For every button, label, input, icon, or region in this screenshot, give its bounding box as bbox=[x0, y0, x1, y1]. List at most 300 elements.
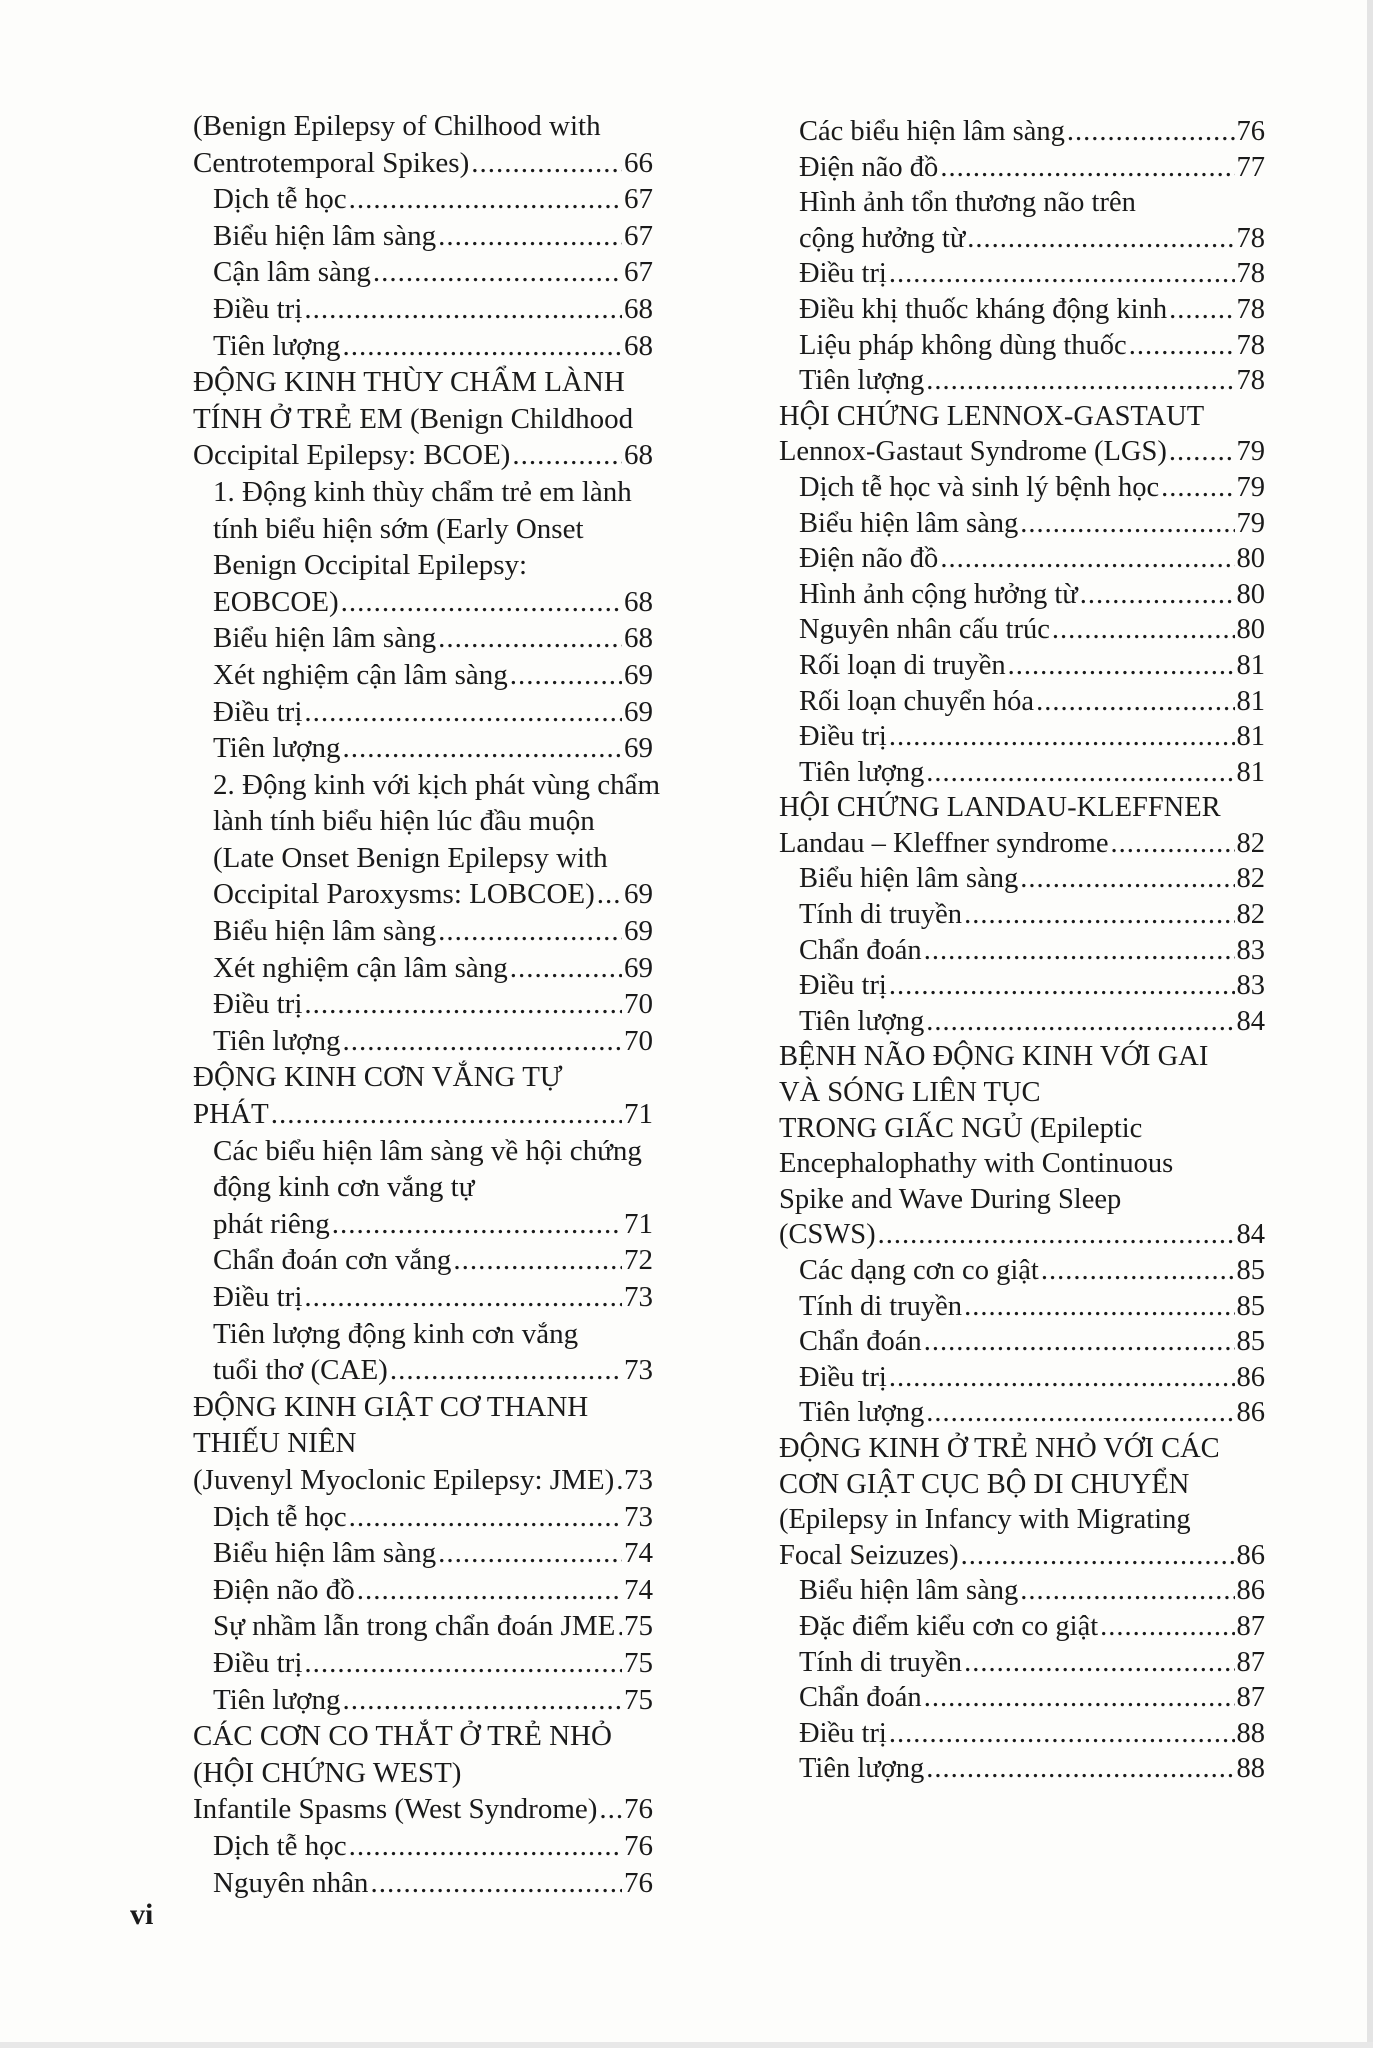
toc-entry-last-line bbox=[799, 1253, 1265, 1289]
dot-leader bbox=[1100, 1609, 1234, 1645]
toc-subentry bbox=[193, 657, 653, 694]
dot-leader bbox=[341, 584, 622, 621]
toc-entry-last-line bbox=[799, 1680, 1265, 1716]
toc-page-number: 82 bbox=[1236, 863, 1265, 895]
toc-page-number: 75 bbox=[624, 1610, 653, 1643]
toc-entry-last-line bbox=[779, 826, 1265, 862]
toc-entry-last-line bbox=[799, 1751, 1265, 1787]
toc-entry-last-line bbox=[213, 1828, 653, 1865]
toc-page-number: 70 bbox=[624, 1024, 653, 1057]
toc-entry-text: THIẾU NIÊN bbox=[193, 1427, 357, 1460]
toc-entry-last-line bbox=[799, 1324, 1265, 1360]
dot-leader bbox=[390, 1352, 622, 1389]
toc-entry-text: Chẩn đoán bbox=[799, 1326, 922, 1358]
dot-leader bbox=[1080, 577, 1235, 613]
toc-page-number: 79 bbox=[1236, 471, 1265, 503]
toc-entry-text: Tiên lượng bbox=[213, 732, 341, 765]
toc-subentry bbox=[779, 256, 1265, 292]
dot-leader bbox=[1169, 434, 1235, 470]
toc-entry-text: Liệu pháp không dùng thuốc bbox=[799, 329, 1127, 361]
toc-entry-last-line bbox=[213, 1206, 653, 1243]
toc-entry-text: động kinh cơn vắng tự bbox=[213, 1171, 475, 1204]
toc-entry-text: Điều trị bbox=[799, 721, 887, 753]
toc-page-number: 79 bbox=[1236, 436, 1265, 468]
dot-leader bbox=[510, 950, 622, 987]
dot-leader bbox=[1020, 861, 1234, 897]
toc-page-number: 74 bbox=[624, 1573, 653, 1606]
toc-entry-text: Cận lâm sàng bbox=[213, 256, 371, 289]
toc-entry-last-line bbox=[799, 612, 1265, 648]
toc-page-number: 76 bbox=[1236, 116, 1265, 147]
dot-leader bbox=[438, 913, 622, 950]
toc-entry-text: Hình ảnh cộng hưởng từ bbox=[799, 578, 1078, 610]
toc-subentry bbox=[193, 694, 653, 731]
toc-entry-last-line bbox=[213, 1352, 653, 1389]
toc-page-number: 75 bbox=[624, 1683, 653, 1716]
dot-leader bbox=[304, 694, 622, 731]
toc-entry-text: Tiên lượng bbox=[799, 1397, 925, 1429]
toc-subentry bbox=[193, 767, 661, 913]
toc-page-number: 85 bbox=[1236, 1255, 1265, 1286]
toc-heading-entry bbox=[193, 1389, 653, 1499]
toc-entry-text: Tiên lượng bbox=[213, 1024, 341, 1057]
toc-subentry bbox=[193, 1828, 653, 1865]
toc-entry-text: CÁC CƠN CO THẮT Ở TRẺ NHỎ bbox=[193, 1720, 612, 1753]
toc-page-number: 84 bbox=[1236, 1005, 1265, 1037]
toc-entry-text: TÍNH Ở TRẺ EM (Benign Childhood bbox=[193, 402, 634, 435]
toc-entry-text: ĐỘNG KINH CƠN VẮNG TỰ bbox=[193, 1061, 563, 1094]
toc-entry-last-line bbox=[799, 1395, 1265, 1431]
dot-leader bbox=[512, 437, 622, 474]
toc-entry-text: Dịch tễ học bbox=[213, 183, 347, 216]
toc-page-number: 69 bbox=[624, 732, 653, 765]
dot-leader bbox=[940, 541, 1234, 577]
toc-entry-text: Encephalophathy with Continuous bbox=[779, 1148, 1174, 1180]
toc-entry-text: Xét nghiệm cận lâm sàng bbox=[213, 951, 508, 984]
toc-page-number: 69 bbox=[624, 951, 653, 984]
dot-leader bbox=[1052, 612, 1235, 648]
toc-page-number: 73 bbox=[624, 1500, 653, 1533]
toc-subentry bbox=[779, 897, 1265, 933]
toc-entry-last-line bbox=[799, 933, 1265, 969]
dot-leader bbox=[926, 1751, 1234, 1787]
toc-heading-entry bbox=[193, 1059, 653, 1132]
toc-entry-text: (Epilepsy in Infancy with Migrating bbox=[779, 1504, 1191, 1536]
toc-entry-text: 1. Động kinh thùy chẩm trẻ em lành bbox=[213, 475, 632, 508]
toc-entry-text: Occipital Paroxysms: LOBCOE) bbox=[213, 878, 595, 911]
dot-leader bbox=[926, 755, 1234, 791]
toc-entry-last-line bbox=[779, 434, 1265, 470]
toc-page-number: 76 bbox=[624, 1866, 653, 1899]
toc-subentry bbox=[779, 506, 1265, 542]
toc-entry-text: Biểu hiện lâm sàng bbox=[213, 915, 437, 948]
toc-page-number: 81 bbox=[1236, 756, 1265, 788]
toc-entry-text: Hình ảnh tổn thương não trên bbox=[799, 187, 1136, 219]
toc-entry-last-line bbox=[213, 657, 653, 694]
toc-entry-last-line bbox=[213, 950, 653, 987]
toc-entry-last-line bbox=[799, 1609, 1265, 1645]
toc-entry-text: Tính di truyền bbox=[799, 1290, 963, 1322]
dot-leader bbox=[342, 1023, 622, 1060]
toc-entry-text: Chẩn đoán bbox=[799, 934, 922, 966]
toc-subentry bbox=[779, 612, 1265, 648]
toc-entry-text: Tiên lượng bbox=[799, 1005, 925, 1037]
toc-entry-text: Điện não đồ bbox=[213, 1573, 355, 1606]
toc-subentry bbox=[779, 1645, 1265, 1681]
toc-subentry bbox=[193, 218, 653, 255]
toc-entry-text: Điều trị bbox=[213, 1281, 303, 1313]
toc-entry-last-line bbox=[799, 1716, 1265, 1752]
dot-leader bbox=[304, 1279, 622, 1316]
toc-entry-text: Tính di truyền bbox=[799, 899, 963, 931]
toc-entry-text: Sự nhầm lẫn trong chẩn đoán JME bbox=[213, 1610, 616, 1643]
toc-heading-entry bbox=[193, 108, 653, 181]
toc-page-number: 88 bbox=[1236, 1717, 1265, 1749]
dot-leader bbox=[940, 150, 1234, 186]
page-number: vi bbox=[130, 1898, 154, 1931]
toc-page-number: 76 bbox=[624, 1793, 653, 1826]
toc-page-number: 85 bbox=[1236, 1290, 1265, 1322]
toc-entry-text: EOBCOE) bbox=[213, 585, 339, 618]
toc-entry-last-line bbox=[213, 1608, 653, 1645]
toc-entry-last-line bbox=[799, 1004, 1265, 1040]
toc-entry-text: PHÁT bbox=[193, 1098, 269, 1131]
toc-subentry bbox=[193, 1499, 653, 1536]
toc-subentry bbox=[193, 1133, 653, 1243]
dot-leader bbox=[349, 1828, 622, 1865]
toc-entry-last-line bbox=[193, 437, 653, 474]
toc-entry-last-line bbox=[213, 218, 653, 255]
dot-leader bbox=[1169, 292, 1234, 328]
dot-leader bbox=[926, 363, 1234, 399]
toc-entry-text: Điều trị bbox=[799, 258, 887, 290]
dot-leader bbox=[1129, 328, 1235, 364]
dot-leader bbox=[304, 1645, 622, 1682]
toc-entry-text: Điện não đồ bbox=[799, 151, 939, 183]
toc-page-number: 79 bbox=[1236, 507, 1265, 539]
dot-leader bbox=[924, 1324, 1235, 1360]
toc-subentry bbox=[779, 684, 1265, 720]
toc-subentry bbox=[779, 114, 1265, 150]
toc-page-number: 83 bbox=[1236, 934, 1265, 966]
toc-page-number: 85 bbox=[1236, 1326, 1265, 1358]
dot-leader bbox=[357, 1572, 622, 1609]
dot-leader bbox=[510, 657, 622, 694]
dot-leader bbox=[304, 986, 622, 1023]
toc-entry-text: Landau – Kleffner syndrome bbox=[779, 827, 1109, 859]
toc-subentry bbox=[779, 150, 1265, 186]
dot-leader bbox=[889, 1716, 1235, 1752]
toc-entry-last-line bbox=[213, 1645, 653, 1682]
toc-entry-text: Dịch tễ học bbox=[213, 1829, 347, 1862]
toc-entry-last-line bbox=[799, 684, 1265, 720]
toc-page-number: 69 bbox=[624, 878, 653, 911]
toc-page-number: 67 bbox=[624, 183, 653, 216]
toc-page-number: 68 bbox=[624, 622, 653, 655]
toc-entry-text: Điều trị bbox=[799, 1361, 887, 1393]
toc-entry-last-line bbox=[799, 150, 1265, 186]
toc-page-number: 78 bbox=[1236, 222, 1265, 254]
toc-subentry bbox=[779, 1716, 1265, 1752]
toc-subentry bbox=[779, 185, 1265, 256]
toc-entry-last-line bbox=[799, 506, 1265, 542]
toc-entry-text: (HỘI CHỨNG WEST) bbox=[193, 1756, 462, 1789]
toc-entry-last-line bbox=[799, 292, 1265, 328]
toc-entry-text: Chẩn đoán bbox=[799, 1682, 922, 1714]
dot-leader bbox=[471, 145, 622, 182]
toc-page-number: 82 bbox=[1236, 899, 1265, 931]
toc-entry-last-line bbox=[799, 1645, 1265, 1681]
toc-subentry bbox=[193, 1682, 653, 1719]
toc-entry-text: Infantile Spasms (West Syndrome) bbox=[193, 1793, 598, 1826]
toc-entry-last-line bbox=[213, 1535, 653, 1572]
toc-subentry bbox=[193, 1316, 653, 1389]
dot-leader bbox=[370, 1865, 622, 1902]
toc-subentry bbox=[193, 620, 653, 657]
toc-subentry bbox=[193, 1242, 653, 1279]
toc-page-number: 69 bbox=[624, 658, 653, 691]
toc-subentry bbox=[779, 1289, 1265, 1325]
toc-entry-last-line bbox=[799, 114, 1265, 150]
toc-entry-text: HỘI CHỨNG LANDAU-KLEFFNER bbox=[779, 792, 1221, 824]
toc-subentry bbox=[779, 1573, 1265, 1609]
toc-entry-last-line bbox=[799, 256, 1265, 292]
toc-entry-text: Occipital Epilepsy: BCOE) bbox=[193, 439, 511, 472]
toc-entry-text: Biểu hiện lâm sàng bbox=[213, 622, 437, 655]
dot-leader bbox=[889, 719, 1235, 755]
toc-subentry bbox=[193, 950, 653, 987]
dot-leader bbox=[964, 897, 1234, 933]
toc-entry-text: lành tính biểu hiện lúc đầu muộn bbox=[213, 805, 595, 838]
toc-entry-text: Đặc điểm kiểu cơn co giật bbox=[799, 1610, 1099, 1642]
toc-subentry bbox=[779, 541, 1265, 577]
dot-leader bbox=[926, 1395, 1234, 1431]
dot-leader bbox=[889, 256, 1235, 292]
toc-heading-entry bbox=[779, 790, 1265, 861]
toc-page-number: 72 bbox=[624, 1244, 653, 1277]
toc-page-number: 83 bbox=[1236, 970, 1265, 1002]
toc-entry-text: Điều trị bbox=[799, 970, 887, 1002]
toc-entry-last-line bbox=[213, 1682, 653, 1719]
toc-entry-text: (Juvenyl Myoclonic Epilepsy: JME) bbox=[193, 1463, 615, 1496]
toc-entry-text: (Benign Epilepsy of Chilhood with bbox=[193, 110, 601, 142]
toc-entry-last-line bbox=[213, 694, 653, 731]
toc-entry-text: Spike and Wave During Sleep bbox=[779, 1183, 1122, 1215]
toc-page-number: 80 bbox=[1236, 578, 1265, 610]
toc-page-number: 71 bbox=[624, 1207, 653, 1240]
dot-leader bbox=[304, 291, 622, 328]
toc-page-number: 66 bbox=[624, 146, 653, 179]
toc-subentry bbox=[193, 1865, 653, 1902]
dot-leader bbox=[453, 1242, 622, 1279]
toc-subentry bbox=[779, 719, 1265, 755]
toc-page-number: 87 bbox=[1236, 1646, 1265, 1678]
toc-page-number: 68 bbox=[624, 439, 653, 472]
dot-leader bbox=[1036, 684, 1234, 720]
toc-page-number: 78 bbox=[1236, 365, 1265, 397]
toc-entry-last-line bbox=[213, 730, 653, 767]
toc-page-number: 69 bbox=[624, 695, 653, 728]
toc-entry-last-line bbox=[799, 897, 1265, 933]
toc-entry-text: Các dạng cơn co giật bbox=[799, 1255, 1039, 1286]
toc-subentry bbox=[779, 1395, 1265, 1431]
toc-entry-last-line bbox=[213, 620, 653, 657]
toc-entry-text: Biểu hiện lâm sàng bbox=[213, 219, 437, 252]
toc-subentry bbox=[779, 363, 1265, 399]
dot-leader bbox=[964, 1645, 1234, 1681]
toc-subentry bbox=[779, 292, 1265, 328]
toc-entry-last-line bbox=[213, 876, 653, 913]
toc-entry-text: Biểu hiện lâm sàng bbox=[799, 1575, 1019, 1607]
toc-page-number: 68 bbox=[624, 329, 653, 362]
toc-page-number: 78 bbox=[1236, 293, 1265, 325]
toc-subentry bbox=[193, 1279, 653, 1316]
toc-page-number: 81 bbox=[1236, 685, 1265, 717]
toc-subentry bbox=[779, 1680, 1265, 1716]
toc-entry-last-line bbox=[799, 968, 1265, 1004]
toc-left-column bbox=[193, 108, 661, 1901]
scan-edge-right bbox=[1367, 0, 1373, 2048]
dot-leader bbox=[1067, 114, 1235, 150]
dot-leader bbox=[332, 1206, 622, 1243]
toc-entry-last-line bbox=[213, 328, 653, 365]
dot-leader bbox=[342, 1682, 622, 1719]
toc-entry-last-line bbox=[213, 584, 653, 621]
toc-subentry bbox=[779, 1609, 1265, 1645]
toc-heading-entry bbox=[779, 1039, 1265, 1253]
toc-entry-text: Lennox-Gastaut Syndrome (LGS) bbox=[779, 436, 1167, 468]
toc-page-number: 88 bbox=[1236, 1753, 1265, 1785]
toc-entry-text: Biểu hiện lâm sàng bbox=[213, 1537, 437, 1570]
toc-subentry bbox=[779, 328, 1265, 364]
toc-subentry bbox=[193, 291, 653, 328]
toc-page-number: 69 bbox=[624, 915, 653, 948]
toc-page-number: 77 bbox=[1236, 151, 1265, 183]
toc-entry-text: Tiên lượng bbox=[213, 1683, 341, 1716]
toc-entry-last-line bbox=[779, 1217, 1265, 1253]
toc-heading-entry bbox=[193, 1718, 653, 1828]
toc-entry-last-line bbox=[213, 254, 653, 291]
toc-subentry bbox=[193, 1572, 653, 1609]
toc-heading-entry bbox=[193, 364, 653, 474]
toc-entry-last-line bbox=[799, 1289, 1265, 1325]
toc-entry-last-line bbox=[213, 1572, 653, 1609]
toc-page-number: 84 bbox=[1236, 1219, 1265, 1251]
dot-leader bbox=[1020, 1573, 1234, 1609]
toc-entry-text: Tiên lượng bbox=[799, 1753, 925, 1785]
toc-page-number: 68 bbox=[624, 292, 653, 325]
toc-page-number: 86 bbox=[1236, 1397, 1265, 1429]
toc-entry-last-line bbox=[799, 541, 1265, 577]
toc-subentry bbox=[779, 1360, 1265, 1396]
dot-leader bbox=[597, 876, 622, 913]
toc-entry-last-line bbox=[193, 1096, 653, 1133]
toc-subentry bbox=[193, 254, 653, 291]
toc-subentry bbox=[779, 933, 1265, 969]
dot-leader bbox=[342, 328, 622, 365]
toc-page-number: 67 bbox=[624, 256, 653, 289]
toc-entry-last-line bbox=[193, 1462, 653, 1499]
dot-leader bbox=[349, 1499, 622, 1536]
dot-leader bbox=[616, 1462, 622, 1499]
toc-entry-last-line bbox=[213, 181, 653, 218]
toc-entry-last-line bbox=[799, 861, 1265, 897]
toc-entry-last-line bbox=[213, 986, 653, 1023]
toc-entry-text: Điều trị bbox=[213, 292, 303, 325]
dot-leader bbox=[924, 1680, 1235, 1716]
toc-entry-text: Điều trị bbox=[213, 695, 303, 728]
toc-page-number: 86 bbox=[1236, 1575, 1265, 1607]
toc-subentry bbox=[193, 181, 653, 218]
dot-leader bbox=[271, 1096, 622, 1133]
dot-leader bbox=[878, 1217, 1235, 1253]
toc-entry-text: Điện não đồ bbox=[799, 543, 939, 575]
toc-entry-last-line bbox=[799, 755, 1265, 791]
toc-entry-text: Tiên lượng động kinh cơn vắng bbox=[213, 1317, 579, 1350]
toc-entry-text: CƠN GIẬT CỤC BỘ DI CHUYỂN bbox=[779, 1468, 1190, 1500]
toc-subentry bbox=[193, 1023, 653, 1060]
toc-entry-last-line bbox=[799, 470, 1265, 506]
toc-entry-text: Benign Occipital Epilepsy: bbox=[213, 549, 528, 582]
toc-entry-last-line bbox=[213, 291, 653, 328]
dot-leader bbox=[438, 218, 622, 255]
toc-page-number: 86 bbox=[1236, 1361, 1265, 1393]
toc-entry-text: (Late Onset Benign Epilepsy with bbox=[213, 841, 608, 874]
toc-entry-text: Focal Seizuzes) bbox=[779, 1539, 959, 1571]
dot-leader bbox=[964, 1289, 1234, 1325]
toc-page-number: 81 bbox=[1236, 721, 1265, 753]
dot-leader bbox=[967, 221, 1234, 257]
toc-entry-text: Điều trị bbox=[213, 1646, 303, 1679]
toc-entry-text: Chẩn đoán cơn vắng bbox=[213, 1244, 452, 1277]
toc-entry-last-line bbox=[779, 1538, 1265, 1574]
toc-entry-text: TRONG GIẤC NGỦ (Epileptic bbox=[779, 1112, 1143, 1144]
toc-subentry bbox=[779, 1004, 1265, 1040]
toc-entry-text: 2. Động kinh với kịch phát vùng chẩm bbox=[213, 768, 661, 801]
dot-leader bbox=[1161, 470, 1234, 506]
toc-subentry bbox=[193, 474, 653, 620]
toc-entry-last-line bbox=[193, 1791, 653, 1828]
toc-entry-text: Biểu hiện lâm sàng bbox=[799, 863, 1019, 895]
toc-entry-last-line bbox=[213, 1865, 653, 1902]
toc-subentry bbox=[193, 1535, 653, 1572]
toc-entry-text: Tiên lượng bbox=[799, 365, 925, 397]
toc-entry-text: Tiên lượng bbox=[799, 756, 925, 788]
toc-page-number: 67 bbox=[624, 219, 653, 252]
toc-entry-last-line bbox=[213, 1499, 653, 1536]
toc-entry-text: Xét nghiệm cận lâm sàng bbox=[213, 658, 508, 691]
toc-page-number: 78 bbox=[1236, 258, 1265, 290]
toc-subentry bbox=[779, 648, 1265, 684]
toc-entry-text: Điều trị bbox=[799, 1717, 887, 1749]
dot-leader bbox=[924, 933, 1235, 969]
dot-leader bbox=[617, 1608, 622, 1645]
toc-subentry bbox=[779, 577, 1265, 613]
dot-leader bbox=[1008, 648, 1235, 684]
toc-subentry bbox=[779, 861, 1265, 897]
toc-entry-text: Centrotemporal Spikes) bbox=[193, 146, 470, 179]
toc-page-number: 87 bbox=[1236, 1610, 1265, 1642]
toc-heading-entry bbox=[779, 399, 1265, 470]
toc-entry-text: VÀ SÓNG LIÊN TỤC bbox=[779, 1077, 1041, 1109]
toc-entry-text: tính biểu hiện sớm (Early Onset bbox=[213, 512, 584, 545]
toc-subentry bbox=[779, 470, 1265, 506]
toc-subentry bbox=[193, 1608, 653, 1645]
toc-subentry bbox=[779, 968, 1265, 1004]
toc-page-number: 82 bbox=[1236, 827, 1265, 859]
toc-entry-text: Biểu hiện lâm sàng bbox=[799, 507, 1019, 539]
toc-page-number: 73 bbox=[624, 1463, 653, 1496]
